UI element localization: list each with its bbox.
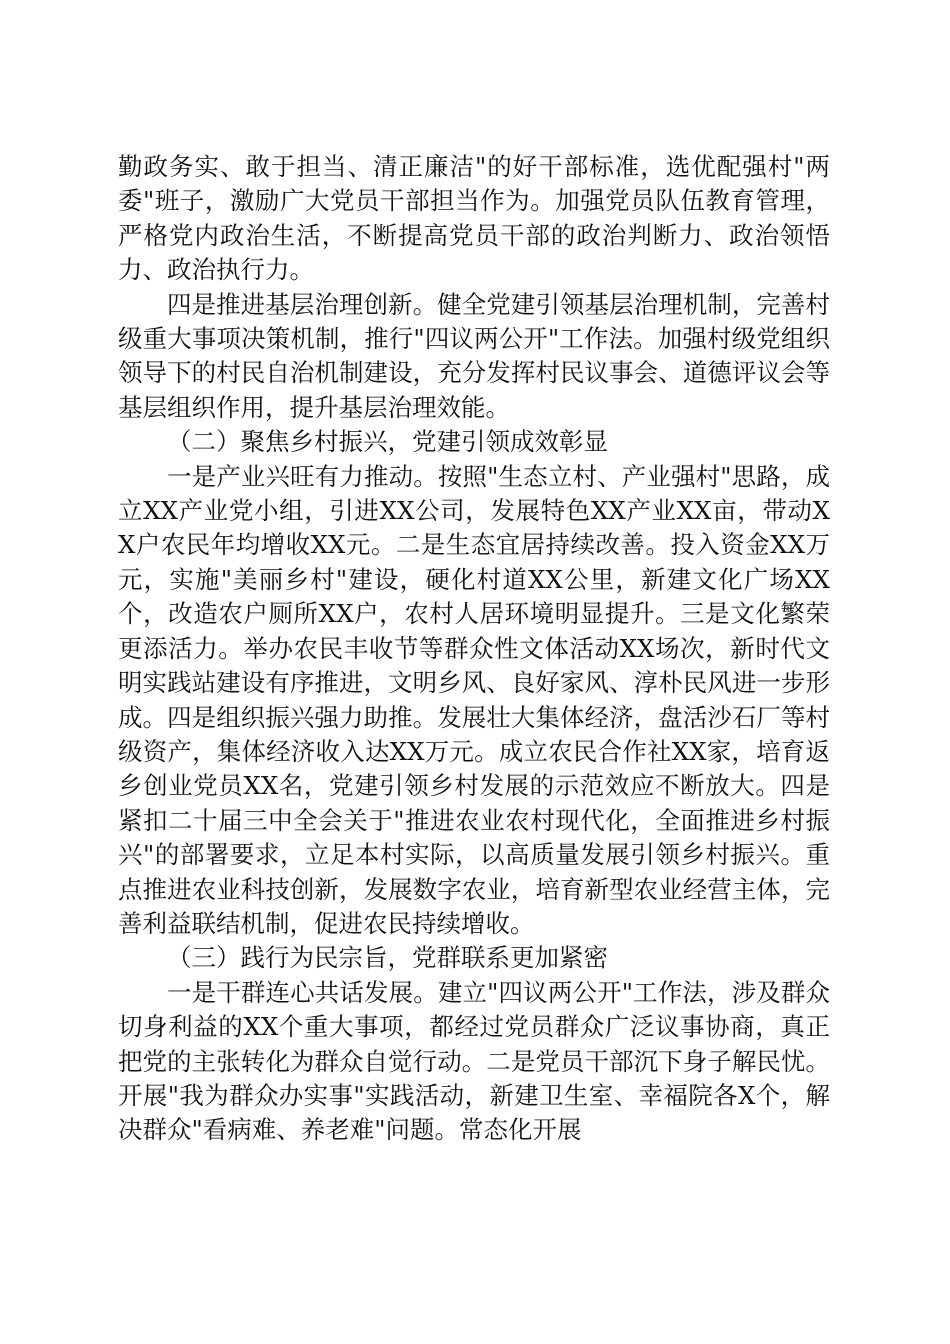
paragraph-governance-innovation: 四是推进基层治理创新。健全党建引领基层治理机制，完善村级重大事项决策机制，推行"四议两公开"工作法。加强村级党组织领导下的村民自治机制建设，充分发挥村民议事会、道德评议会等基层组织作用，提升基层治理效能。 [118,289,830,422]
paragraph-rural-revitalization: 一是产业兴旺有力推动。按照"生态立村、产业强村"思路，成立XX产业党小组，引进XX公司，发展特色XX产业XX亩，带动XX户农民年均增收XX元。二是生态宜居持续改善。投入资金XX万元，实施"美丽乡村"建设，硬化村道XX公里，新建文化广场XX个，改造农户厕所XX户，农村人居环境明显提升。三是文化繁荣更添活力。举办农民丰收节等群众性文体活动XX场次，新时代文明实践站建设有序推进，文明乡风、良好家风、淳朴民风进一步形成。四是组织振兴强力助推。发展壮大集体经济，盘活沙石厂等村级资产，集体经济收入达XX万元。成立农民合作社XX家，培育返乡创业党员XX名，党建引领乡村发展的示范效应不断放大。四是紧扣二十届三中全会关于"推进农业农村现代化，全面推进乡村振兴"的部署要求，立足本村实际，以高质量发展引领乡村振兴。重点推进农业科技创新，发展数字农业，培育新型农业经营主体，完善利益联结机制，促进农民持续增收。 [118,461,830,938]
section-heading-serving-people: （三）践行为民宗旨，党群联系更加紧密 [167,943,608,973]
paragraph-serving-people: 一是干群连心共话发展。建立"四议两公开"工作法，涉及群众切身利益的XX个重大事项，都经过党员群众广泛议事协商，真正把党的主张转化为群众自觉行动。二是党员干部沉下身子解民忧。开展"我为群众办实事"实践活动，新建卫生室、幸福院各X个，解决群众"看病难、养老难"问题。常态化开展 [118,977,830,1145]
section-heading-rural-revitalization: （二）聚焦乡村振兴，党建引领成效彰显 [167,427,608,457]
document-body [118,150,830,1148]
paragraph-cadre-standards: 勤政务实、敢于担当、清正廉洁"的好干部标准，选优配强村"两委"班子，激励广大党员干部担当作为。加强党员队伍教育管理，严格党内政治生活，不断提高党员干部的政治判断力、政治领悟力、政治执行力。 [118,152,830,285]
